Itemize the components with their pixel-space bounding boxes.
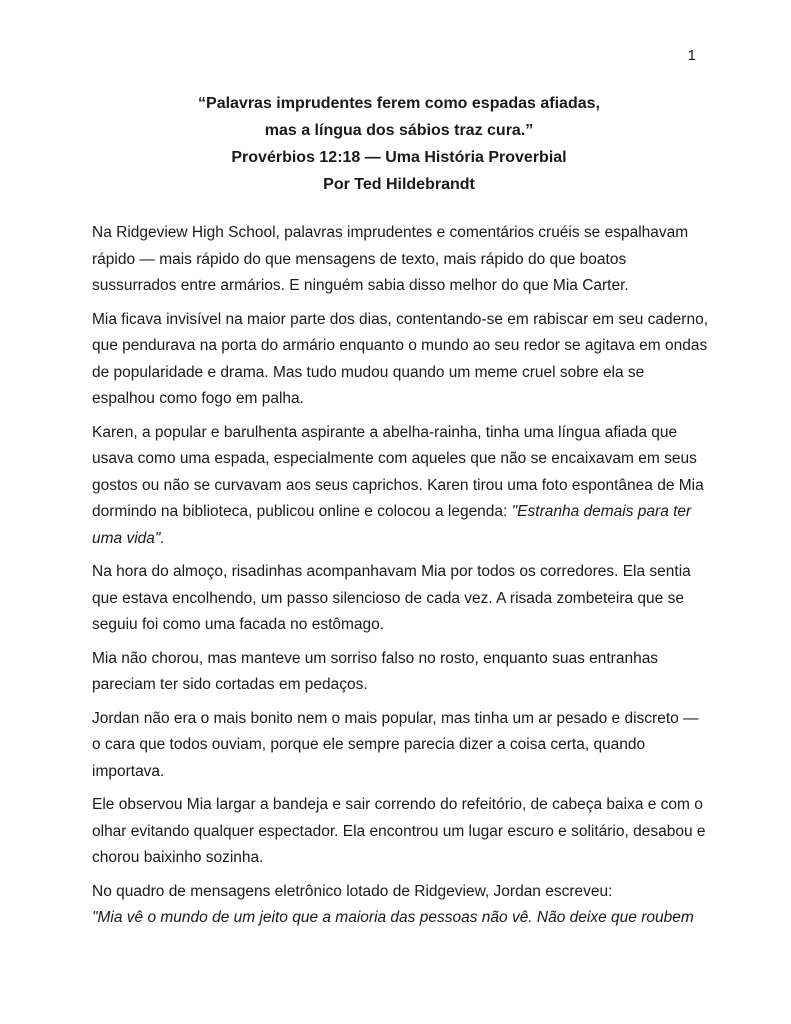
paragraph-text: Ele observou Mia largar a bandeja e sair correndo do refeitório, de cabeça baixa e com o olhar evitando qualquer espectador. Ela encontrou um lugar escuro e solitário, desabou e chorou baixinho sozinha. bbox=[92, 796, 706, 866]
paragraph bbox=[92, 420, 710, 553]
paragraph-text: Jordan não era o mais bonito nem o mais popular, mas tinha um ar pesado e discreto — o cara que todos ouviam, porque ele sempre parecia dizer a coisa certa, quando importava. bbox=[92, 709, 699, 780]
paragraph bbox=[92, 792, 710, 872]
document-title bbox=[92, 90, 706, 198]
paragraph bbox=[92, 879, 710, 932]
title-line: “Palavras imprudentes ferem como espadas afiadas, bbox=[198, 95, 600, 112]
paragraph-text: Mia ficava invisível na maior parte dos dias, contentando-se em rabiscar em seu caderno, que pendurava na porta do armário enquanto o mundo ao seu redor se agitava em ondas de popularidade e drama. Mas tudo mudou quando um meme cruel sobre ela se espalhou como fogo em palha. bbox=[92, 310, 708, 407]
title-line: Provérbios 12:18 — Uma História Proverbial bbox=[231, 149, 567, 166]
paragraph-text: No quadro de mensagens eletrônico lotado de Ridgeview, Jordan escreveu: bbox=[92, 882, 613, 900]
paragraph-text: Mia não chorou, mas manteve um sorriso falso no rosto, enquanto suas entranhas pareciam ter sido cortadas em pedaços. bbox=[92, 649, 659, 693]
paragraph bbox=[92, 307, 710, 413]
paragraph bbox=[92, 559, 710, 639]
quote-italic-text: "Mia vê o mundo de um jeito que a maioria das pessoas não vê. Não deixe que roubem bbox=[92, 909, 694, 926]
body-paragraphs bbox=[92, 220, 710, 932]
page-number: 1 bbox=[687, 47, 696, 64]
paragraph bbox=[92, 220, 710, 300]
paragraph-text: Na hora do almoço, risadinhas acompanhavam Mia por todos os corredores. Ela sentia que estava encolhendo, um passo silencioso de cada vez. A risada zombeteira que se seguiu foi como uma facada no estômago. bbox=[92, 563, 691, 633]
title-line: mas a língua dos sábios traz cura.” bbox=[264, 122, 534, 139]
paragraph bbox=[92, 646, 710, 699]
quote-italic-text: "Estranha demais para ter uma vida". bbox=[92, 503, 692, 547]
paragraph-text: Na Ridgeview High School, palavras imprudentes e comentários cruéis se espalhavam rápido — mais rápido do que mensagens de texto, mais rápido do que boatos sussurrados entre armários. E ninguém sabia disso melhor do que Mia Carter. bbox=[92, 224, 689, 294]
title-line: Por Ted Hildebrandt bbox=[323, 176, 475, 193]
paragraph bbox=[92, 706, 710, 786]
paragraph-text: Karen, a popular e barulhenta aspirante a abelha-rainha, tinha uma língua afiada que usava como uma espada, especialmente com aqueles que não se encaixavam em seus gostos ou não se curvavam aos seus caprichos. Karen tirou uma foto espontânea de Mia dormindo na biblioteca, publicou online e colocou a legenda: bbox=[92, 423, 704, 520]
